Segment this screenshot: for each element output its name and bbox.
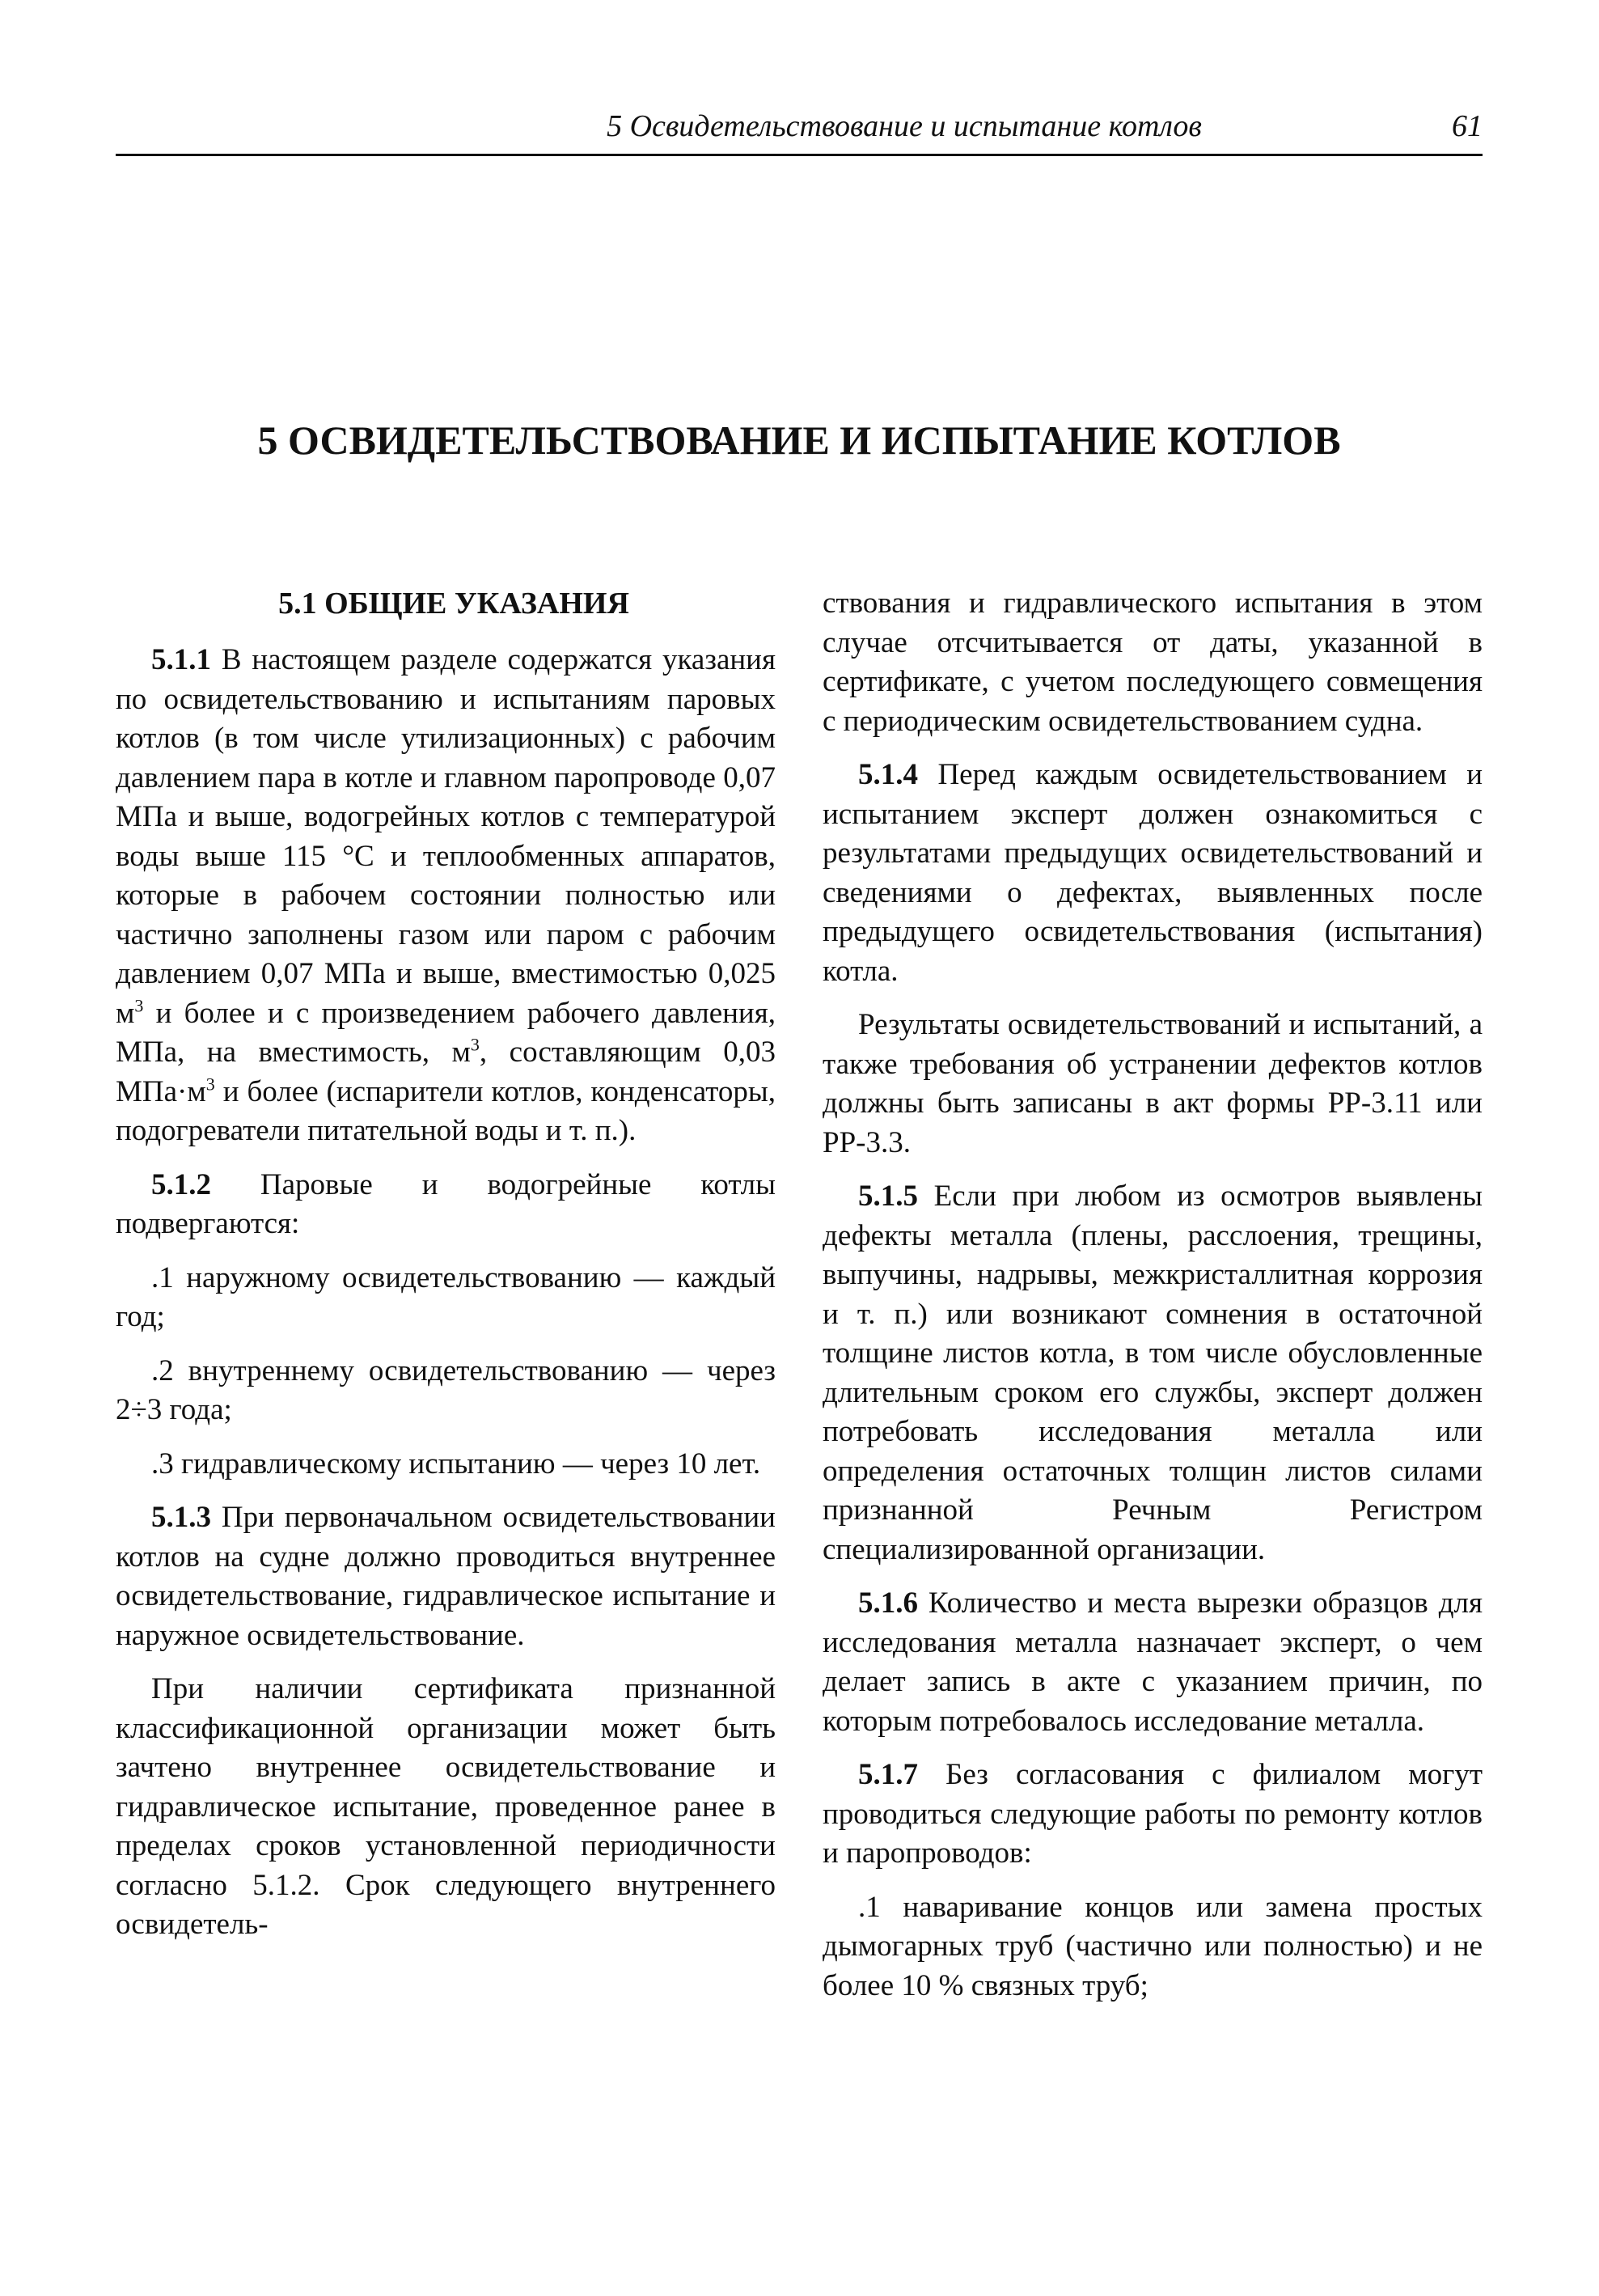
list-item-3 [116,1445,776,1485]
item-number: .3 [151,1447,174,1481]
item-text: наружному освидетельствованию — каждый год; [116,1260,776,1333]
item-number: .1 [858,1890,881,1924]
list-item-2 [116,1352,776,1430]
section-heading: 5.1 ОБЩИЕ УКАЗАНИЯ [278,587,629,621]
paragraph-text: Количество и места вырезки образцов для исследования металла назначает эксперт, о чем делает запись в акте с указанием причин, по которым потребовалось исследование металла. [823,1586,1483,1738]
paragraph-text: В настоящем разделе содержатся указания по освидетельствованию и испытаниям паровых котлов (в том числе утилизационных) с рабочим давлением пара в котле и главном паропроводе 0,07 МПа и выше, водогрейных котлов с температурой воды выше 115 °С и теплообменных аппаратов, которые в рабочем состоянии полностью или частично заполнены газом или паром с рабочим давлением 0,07 МПа и выше, вместимостью 0,025 м [116,643,776,1030]
paragraph-5-1-1 [116,641,776,1151]
paragraph-5-1-6 [823,1584,1483,1741]
clause-number: 5.1.7 [858,1758,918,1791]
superscript: 3 [134,995,144,1016]
item-text: наваривание концов или замена простых дымогарных труб (частично или полностью) и не более 10 % связных труб; [823,1890,1483,2002]
list-item-1 [116,1259,776,1337]
paragraph-certificate: При наличии сертификата признанной классификационной организации может быть зачтено внутреннее освидетельствование и гидравлическое испытание, проведенное ранее в пределах сроков установленной периодичности согласно 5.1.2. Срок следующего внутреннего освидетель- [116,1672,776,1941]
superscript: 3 [470,1034,480,1055]
paragraph-text: При первоначальном освидетельствовании котлов на судне должно проводиться внутреннее освидетельствование, гидравлическое испытание и наружное освидетельствование. [116,1501,776,1652]
paragraph-5-1-4 [823,756,1483,991]
paragraph-text: Без согласования с филиалом могут проводиться следующие работы по ремонту котлов и паропроводов: [823,1758,1483,1870]
clause-number: 5.1.1 [151,643,211,676]
paragraph-text: Если при любом из осмотров выявлены дефекты металла (плены, расслоения, трещины, выпучины, надрывы, межкристаллитная коррозия и т. п.) или возникают сомнения в остаточной толщине листов котла, в том числе обусловленные длительным сроком его службы, эксперт должен потребовать исследования металла или определения остаточных толщин листов силами признанной Речным Регистром специализированной организации. [823,1180,1483,1566]
paragraph-certificate-continued: ствования и гидравлического испытания в этом случае отсчитывается от даты, указанной в сертификате, с учетом последующего совмещения с периодическим освидетельствованием судна. [823,587,1483,738]
paragraph-text: Перед каждым освидетельствованием и испытанием эксперт должен ознакомиться с результатами предыдущих освидетельствований и сведениями о дефектах, выявленных после предыдущего освидетельствования (испытания) котла. [823,758,1483,988]
right-column [823,584,1483,2020]
item-text: внутреннему освидетельствованию — через 2÷3 года; [116,1353,776,1426]
list-item-1 [823,1888,1483,2006]
clause-number: 5.1.4 [858,758,918,791]
clause-number: 5.1.5 [858,1180,918,1213]
paragraph-text: и более (испарители котлов, конденсаторы, подогреватели питательной воды и т. п.). [116,1074,776,1147]
item-number: .2 [151,1353,174,1387]
clause-number: 5.1.6 [858,1586,918,1620]
paragraph-results: Результаты освидетельствований и испытаний, а также требования об устранении дефектов котлов должны быть записаны в акт формы РР-3.11 или РР-3.3. [823,1008,1483,1159]
paragraph-text: Паровые и водогрейные котлы подвергаются: [116,1167,776,1240]
clause-number: 5.1.3 [151,1501,211,1534]
paragraph-5-1-3 [116,1498,776,1655]
item-text: гидравлическому испытанию — через 10 лет. [173,1447,761,1481]
running-head [116,104,1483,156]
paragraph-5-1-2 [116,1166,776,1244]
clause-number: 5.1.2 [151,1167,211,1201]
paragraph-5-1-7 [823,1756,1483,1874]
page-number: 61 [1452,109,1483,143]
running-head-title: 5 Освидетельствование и испытание котлов [607,109,1202,143]
paragraph-5-1-5 [823,1177,1483,1569]
chapter-title: 5 ОСВИДЕТЕЛЬСТВОВАНИЕ И ИСПЫТАНИЕ КОТЛОВ [257,417,1341,463]
left-column [116,584,776,1959]
item-number: .1 [151,1260,174,1294]
superscript: 3 [205,1074,215,1095]
paragraph-text: , составляющим 0,03 МПа·м [116,1036,776,1108]
paragraph-text: и более и с произведением рабочего давления, МПа, на вместимость, м [116,996,776,1069]
